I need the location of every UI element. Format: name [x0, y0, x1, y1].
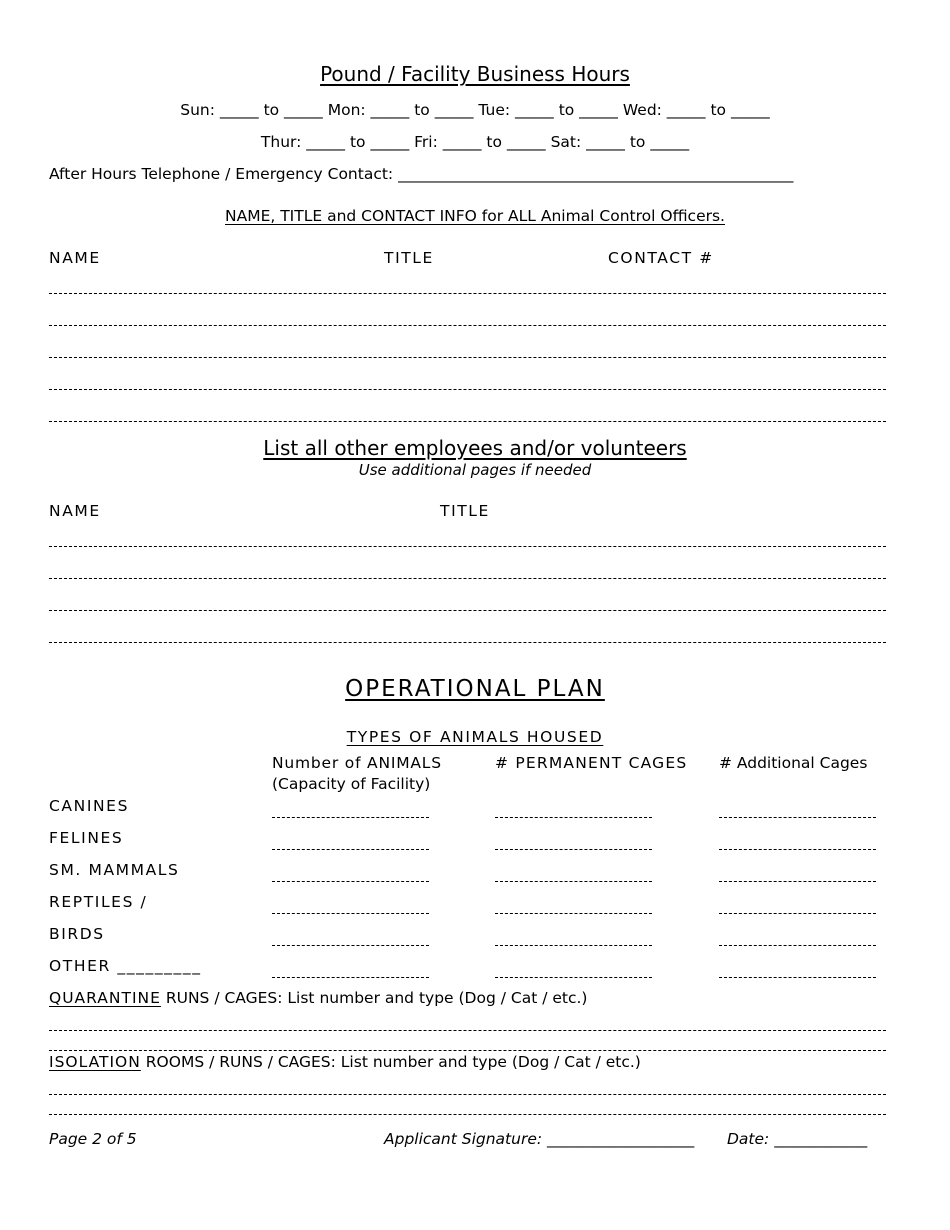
additional-cages-field[interactable]	[719, 913, 876, 914]
animals-count-field[interactable]	[272, 817, 429, 818]
hours-line-1[interactable]: Sun: _____ to _____ Mon: _____ to _____ Tue: _____ to _____ Wed: _____ to _____	[180, 101, 770, 119]
isolation-row	[49, 1053, 645, 1071]
quarantine-entry-line[interactable]	[49, 1050, 886, 1051]
permanent-cages-field[interactable]	[495, 881, 652, 882]
animals-count-field[interactable]	[272, 977, 429, 978]
col-capacity-subtitle: (Capacity of Facility)	[272, 775, 431, 793]
officers-col-name: NAME	[49, 249, 101, 267]
employees-col-title: TITLE	[440, 502, 490, 520]
operational-plan-title: OPERATIONAL PLAN	[345, 676, 605, 702]
after-hours-contact-field[interactable]: After Hours Telephone / Emergency Contact: ___________________________________________________	[49, 165, 794, 183]
animals-count-field[interactable]	[272, 945, 429, 946]
animal-type-label: CANINES	[49, 797, 130, 815]
officer-entry-line[interactable]	[49, 389, 886, 390]
isolation-entry-line[interactable]	[49, 1094, 886, 1095]
animals-count-field[interactable]	[272, 849, 429, 850]
officer-entry-line[interactable]	[49, 325, 886, 326]
additional-cages-field[interactable]	[719, 977, 876, 978]
officer-entry-line[interactable]	[49, 357, 886, 358]
business-hours-title: Pound / Facility Business Hours	[320, 62, 630, 86]
additional-cages-field[interactable]	[719, 817, 876, 818]
employee-entry-line[interactable]	[49, 642, 886, 643]
isolation-text: ROOMS / RUNS / CAGES: List number and type (Dog / Cat / etc.)	[140, 1053, 641, 1071]
additional-cages-field[interactable]	[719, 945, 876, 946]
col-additional-cages: # Additional Cages	[719, 754, 868, 772]
employees-note: Use additional pages if needed	[358, 461, 592, 479]
animals-housed-heading: TYPES OF ANIMALS HOUSED	[346, 728, 604, 746]
permanent-cages-field[interactable]	[495, 977, 652, 978]
col-permanent-cages: # PERMANENT CAGES	[495, 754, 688, 772]
quarantine-label: QUARANTINE	[49, 989, 161, 1007]
animal-type-label: FELINES	[49, 829, 124, 847]
isolation-entry-line[interactable]	[49, 1114, 886, 1115]
animals-count-field[interactable]	[272, 881, 429, 882]
additional-cages-field[interactable]	[719, 881, 876, 882]
officer-entry-line[interactable]	[49, 293, 886, 294]
quarantine-row	[49, 989, 587, 1007]
employees-col-name: NAME	[49, 502, 101, 520]
animal-type-label: OTHER _________	[49, 957, 202, 975]
quarantine-entry-line[interactable]	[49, 1030, 886, 1031]
hours-line-2[interactable]: Thur: _____ to _____ Fri: _____ to _____ Sat: _____ to _____	[260, 133, 690, 151]
date-field[interactable]: Date: ____________	[727, 1130, 868, 1148]
page-number: Page 2 of 5	[49, 1130, 137, 1148]
quarantine-text: RUNS / CAGES: List number and type (Dog / Cat / etc.)	[160, 989, 588, 1007]
animal-type-label: BIRDS	[49, 925, 105, 943]
permanent-cages-field[interactable]	[495, 849, 652, 850]
animal-type-label: REPTILES /	[49, 893, 148, 911]
permanent-cages-field[interactable]	[495, 945, 652, 946]
employees-heading: List all other employees and/or volunteers	[263, 436, 687, 460]
employee-entry-line[interactable]	[49, 546, 886, 547]
col-number-of-animals: Number of ANIMALS	[272, 754, 442, 772]
officers-heading: NAME, TITLE and CONTACT INFO for ALL Animal Control Officers.	[225, 207, 725, 225]
officer-entry-line[interactable]	[49, 421, 886, 422]
permanent-cages-field[interactable]	[495, 817, 652, 818]
permanent-cages-field[interactable]	[495, 913, 652, 914]
animals-count-field[interactable]	[272, 913, 429, 914]
officers-col-contact: CONTACT #	[608, 249, 714, 267]
animal-type-label: SM. MAMMALS	[49, 861, 180, 879]
additional-cages-field[interactable]	[719, 849, 876, 850]
isolation-label: ISOLATION	[49, 1053, 141, 1071]
applicant-signature-field[interactable]: Applicant Signature: ___________________	[384, 1130, 695, 1148]
employee-entry-line[interactable]	[49, 578, 886, 579]
employee-entry-line[interactable]	[49, 610, 886, 611]
officers-col-title: TITLE	[384, 249, 434, 267]
